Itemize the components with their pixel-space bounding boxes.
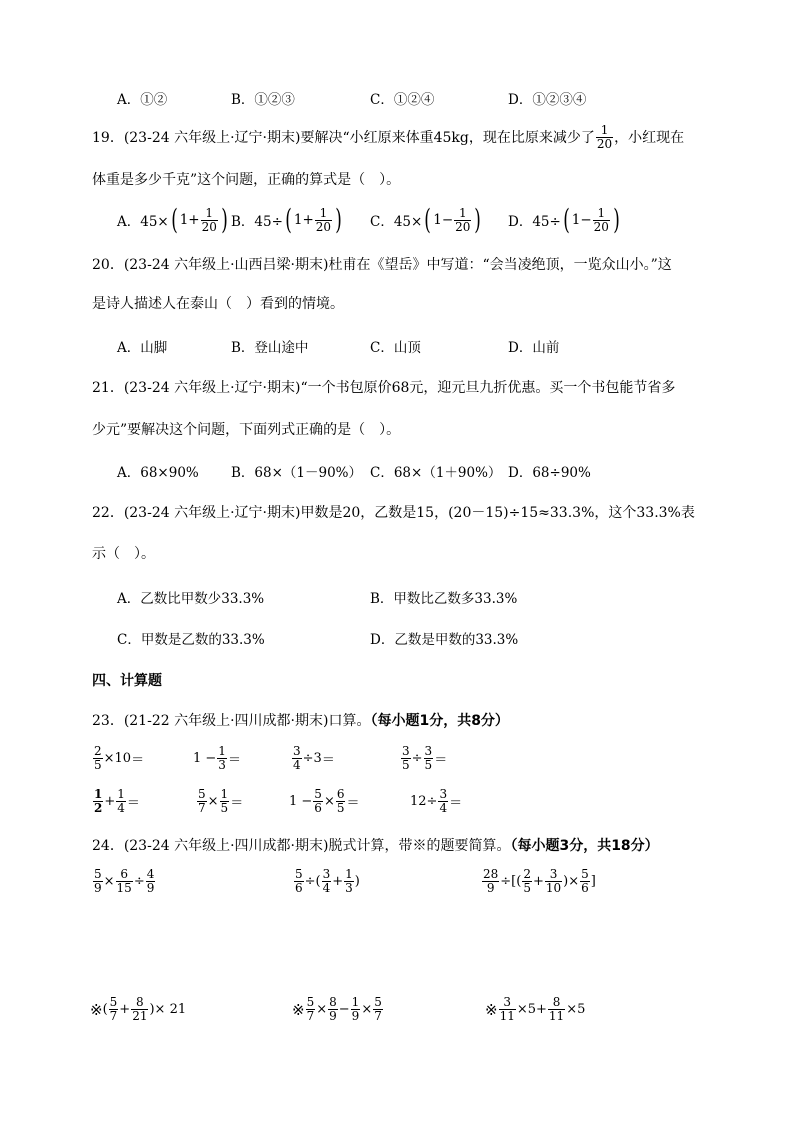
simplify-mark: ※ <box>292 1000 305 1019</box>
q23-question <box>92 711 509 731</box>
q20-option-a: A．山脚 <box>117 340 168 356</box>
simplify-mark: ※ <box>90 1000 103 1019</box>
q19-text-post: ，小红现在 <box>614 129 685 146</box>
q24-problem-2: $\frac{5}{6}$ ÷( $\frac{3}{4}$ + $\frac{1}{3}$ ) <box>295 867 360 895</box>
q23-expr-5: $\frac{1}{2}$ + $\frac{1}{4}$ ＝ <box>94 787 140 815</box>
q18-option-b: B．①②③ <box>231 92 295 108</box>
q19-option-b: B．45÷ ( 1+ $\frac{1}{20}$ ) <box>231 203 342 236</box>
q21-question-line2: 少元”要解决这个问题，下面列式正确的是（ ）。 <box>92 422 401 438</box>
section-title-calculation: 四、计算题 <box>92 673 162 689</box>
q21-option-b: B．68×（1－90%） <box>231 465 363 481</box>
q21-option-a: A．68×90% <box>117 465 199 481</box>
q19-option-d: D．45÷ ( 1− $\frac{1}{20}$ ) <box>508 203 620 236</box>
q23-text: 23．(21-22 六年级上·四川成都·期末)口算。 <box>92 713 371 729</box>
q24-question <box>92 836 659 856</box>
q24-problem-5: ※ $\frac{5}{7}$ × $\frac{8}{9}$ − $\frac{1}{9}$ × $\frac{5}{7}$ <box>292 995 382 1023</box>
simplify-mark: ※ <box>485 1000 498 1019</box>
q22-option-c: C．甲数是乙数的33.3% <box>117 632 265 648</box>
q20-question-line1: 20．(23-24 六年级上·山西吕梁·期末)杜甫在《望岳》中写道：“会当凌绝顶，一览众山小。”这 <box>92 257 672 273</box>
q22-option-b: B．甲数比乙数多33.3% <box>370 591 518 607</box>
q19-option-a: A．45× ( 1+ $\frac{1}{20}$ ) <box>117 203 228 236</box>
q21-option-c: C．68×（1＋90%） <box>370 465 502 481</box>
q21-question-line1: 21．(23-24 六年级上·辽宁·期末)“一个书包原价68元，迎元旦九折优惠。买一个书包能节省多 <box>92 380 676 396</box>
q20-option-c: C．山顶 <box>370 340 421 356</box>
q23-expr-3: $\frac{3}{4}$ ÷3 ＝ <box>293 744 335 772</box>
q23-expr-2: 1 − $\frac{1}{3}$ ＝ <box>193 744 241 772</box>
q24-score: （每小题3分，共18分） <box>510 838 659 854</box>
q19-question-line1 <box>92 124 684 151</box>
q23-expr-7: 1 − $\frac{5}{6}$ × $\frac{6}{5}$ ＝ <box>289 787 360 815</box>
q20-option-b: B．登山途中 <box>231 340 309 356</box>
q24-problem-6: ※ $\frac{3}{11}$ ×5+ $\frac{8}{11}$ ×5 <box>485 995 586 1023</box>
q24-text: 24．(23-24 六年级上·四川成都·期末)脱式计算，带※的题要简算。 <box>92 838 511 854</box>
q23-expr-6: $\frac{5}{7}$ × $\frac{1}{5}$ ＝ <box>198 787 244 815</box>
q18-option-c: C．①②④ <box>370 92 435 108</box>
q24-problem-3: $\frac{28}{9}$ ÷[( $\frac{2}{5}$ + $\frac{3}{10}$ )× $\frac{5}{6}$ ] <box>483 867 596 895</box>
q20-question-line2: 是诗人描述人在泰山（ ）看到的情境。 <box>92 296 344 312</box>
q22-option-d: D．乙数是甲数的33.3% <box>370 632 519 648</box>
q22-question-line1: 22．(23-24 六年级上·辽宁·期末)甲数是20，乙数是15，(20－15)÷15≈33.3%，这个33.3%表 <box>92 505 695 521</box>
q18-option-d: D．①②③④ <box>508 92 587 108</box>
q19-option-c: C．45× ( 1− $\frac{1}{20}$ ) <box>370 203 482 236</box>
q23-expr-1: $\frac{2}{5}$ ×10 ＝ <box>94 744 145 772</box>
q20-option-d: D．山前 <box>508 340 560 356</box>
q24-problem-1: $\frac{5}{9}$ × $\frac{6}{15}$ ÷ $\frac{4}{9}$ <box>94 867 155 895</box>
q18-option-a: A．①② <box>117 92 168 108</box>
q22-option-a: A．乙数比甲数少33.3% <box>117 591 265 607</box>
q19-text-pre: 19．(23-24 六年级上·辽宁·期末)要解决“小红原来体重45kg，现在比原来减少了 <box>92 129 595 146</box>
q19-question-line2: 体重是多少千克”这个问题，正确的算式是（ ）。 <box>92 172 401 188</box>
q24-problem-4: ※ ( $\frac{5}{7}$ + $\frac{8}{21}$ )× 21 <box>90 995 187 1023</box>
q23-expr-8: 12÷ $\frac{3}{4}$ ＝ <box>410 787 463 815</box>
q23-expr-4: $\frac{3}{5}$ ÷ $\frac{3}{5}$ ＝ <box>402 744 448 772</box>
q21-option-d: D．68÷90% <box>508 465 591 481</box>
q19-fraction: $\frac{1}{20}$ <box>596 123 613 151</box>
q23-score: （每小题1分，共8分） <box>370 713 509 729</box>
q22-question-line2: 示（ ）。 <box>92 546 155 562</box>
